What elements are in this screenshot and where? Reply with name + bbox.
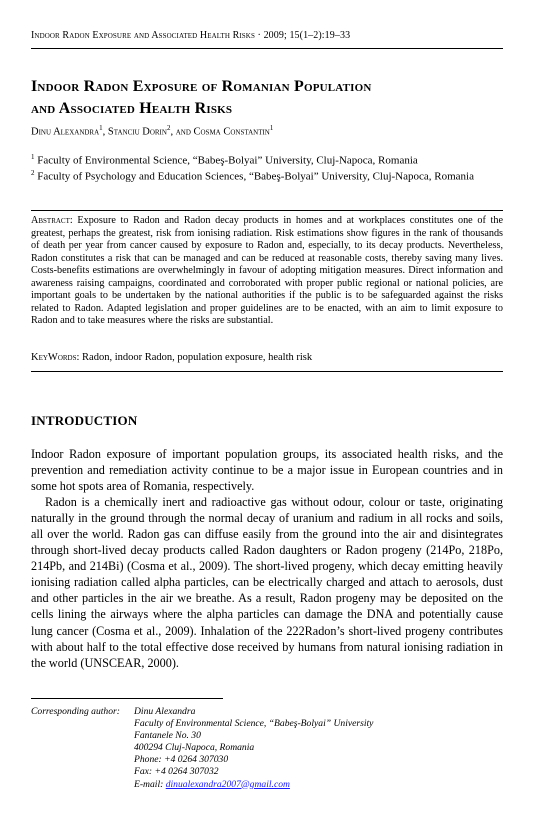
footnote-email-line bbox=[134, 779, 504, 791]
author-list bbox=[31, 124, 503, 138]
title-line-1: Indoor Radon Exposure of Romanian Population bbox=[31, 78, 372, 95]
section-heading: INTRODUCTION bbox=[31, 413, 138, 428]
author-name: Dinu Alexandra bbox=[31, 126, 100, 138]
email-label: E-mail: bbox=[134, 778, 166, 790]
author-affiliation-mark: 2 bbox=[166, 124, 171, 132]
header-rule bbox=[31, 48, 503, 49]
affiliation-number: 1 bbox=[31, 153, 35, 161]
keywords-label: KeyWords: bbox=[31, 352, 80, 363]
abstract-text: Exposure to Radon and Radon decay products in homes and at workplaces constitutes one of the greatest, perhaps the greatest, risk from ionising radiation. Risk estimations show figures in the rank of thousands of death per year from cancer caused by exposure to Radon and, especially, to its decay products. Nevertheless, Radon constitutes a risk that can be managed and can be reduced at reasonable costs, thereby saving many lives. Costs-benefits estimations are overwhelmingly in favour of adopting mitigation measures. Direct information and awareness raising campaigns, coordinated and corroborated with proper public regional or national policies, are important goals to be undertaken by the national authorities if the public is to be safeguarded against the risks related to Radon. Adapted legislation and proper guidelines are to be enacted, with an aim to limit exposure to Radon and to take measures where the risks are substantial. bbox=[31, 215, 503, 326]
author-name: Stanciu Dorin bbox=[107, 126, 167, 138]
author-name: Cosma Constantin bbox=[193, 126, 270, 138]
footnote-line: Dinu Alexandra bbox=[134, 706, 196, 717]
article-title bbox=[31, 76, 503, 120]
email-link[interactable]: dinualexandra2007@gmail.com bbox=[165, 778, 290, 790]
affiliation-text: Faculty of Environmental Science, “Babeş-Bolyai” University, Cluj-Napoca, Romania bbox=[37, 154, 418, 167]
affiliation-2 bbox=[31, 166, 503, 184]
footnote-label: Corresponding author: bbox=[31, 706, 120, 717]
affiliation-1 bbox=[31, 150, 503, 168]
author-separator: , and bbox=[170, 126, 194, 138]
body-text bbox=[31, 446, 503, 671]
keywords bbox=[31, 352, 503, 363]
affiliation-text: Faculty of Psychology and Education Sciences, “Babeş-Bolyai” University, Cluj-Napoca, Romania bbox=[37, 170, 474, 183]
paragraph: Indoor Radon exposure of important population groups, its associated health risks, and the prevention and remediation activity continue to be a major issue in European countries and in some hot spots area of Romania, respectively. bbox=[31, 447, 503, 494]
footnote-line: Fax: +4 0264 307032 bbox=[134, 766, 219, 778]
footnote-line: Faculty of Environmental Science, “Babeş-Bolyai” University bbox=[134, 718, 374, 730]
abstract-label: Abstract: bbox=[31, 215, 73, 226]
abstract bbox=[31, 215, 503, 328]
author-affiliation-mark: 1 bbox=[99, 124, 103, 132]
running-head: Indoor Radon Exposure and Associated Health Risks · 2009; 15(1–2):19–33 bbox=[31, 30, 351, 41]
affiliation-number: 2 bbox=[31, 169, 35, 177]
footnote-line: Phone: +4 0264 307030 bbox=[134, 754, 229, 766]
footnote-line: 400294 Cluj-Napoca, Romania bbox=[134, 742, 255, 754]
paragraph: Radon is a chemically inert and radioactive gas without odour, colour or taste, originating naturally in the ground through the normal decay of uranium and radium in all rocks and soils, all over the world. Radon gas can diffuse easily from the ground into the air and disintegrates through short-lived decay products called Radon daughters or Radon progeny (214Po, 218Po, 214Pb, and 214Bi) (Cosma et al., 2009). The short-lived progeny, which decay emitting heavily ionising radiation called alpha particles, can be electrically charged and attach to aerosols, dust and other particles in the air we breathe. As a result, Radon progeny may be deposited on the cells lining the airways where the alpha particles can damage the DNA and potentially cause lung cancer (Cosma et al., 2009). Inhalation of the 222Radon’s short-lived progeny contributes with about half to the total effective dose received by humans from natural ionising radiation in the world (UNSCEAR, 2000). bbox=[31, 495, 503, 670]
footnote-lines bbox=[134, 706, 504, 791]
author-separator: , bbox=[102, 126, 108, 138]
author-affiliation-mark: 1 bbox=[269, 124, 274, 132]
footnote-line: Fantanele No. 30 bbox=[134, 730, 201, 742]
title-line-2: and Associated Health Risks bbox=[31, 100, 233, 117]
footnote-rule bbox=[31, 698, 223, 699]
keywords-text: Radon, indoor Radon, population exposure, health risk bbox=[82, 352, 313, 363]
